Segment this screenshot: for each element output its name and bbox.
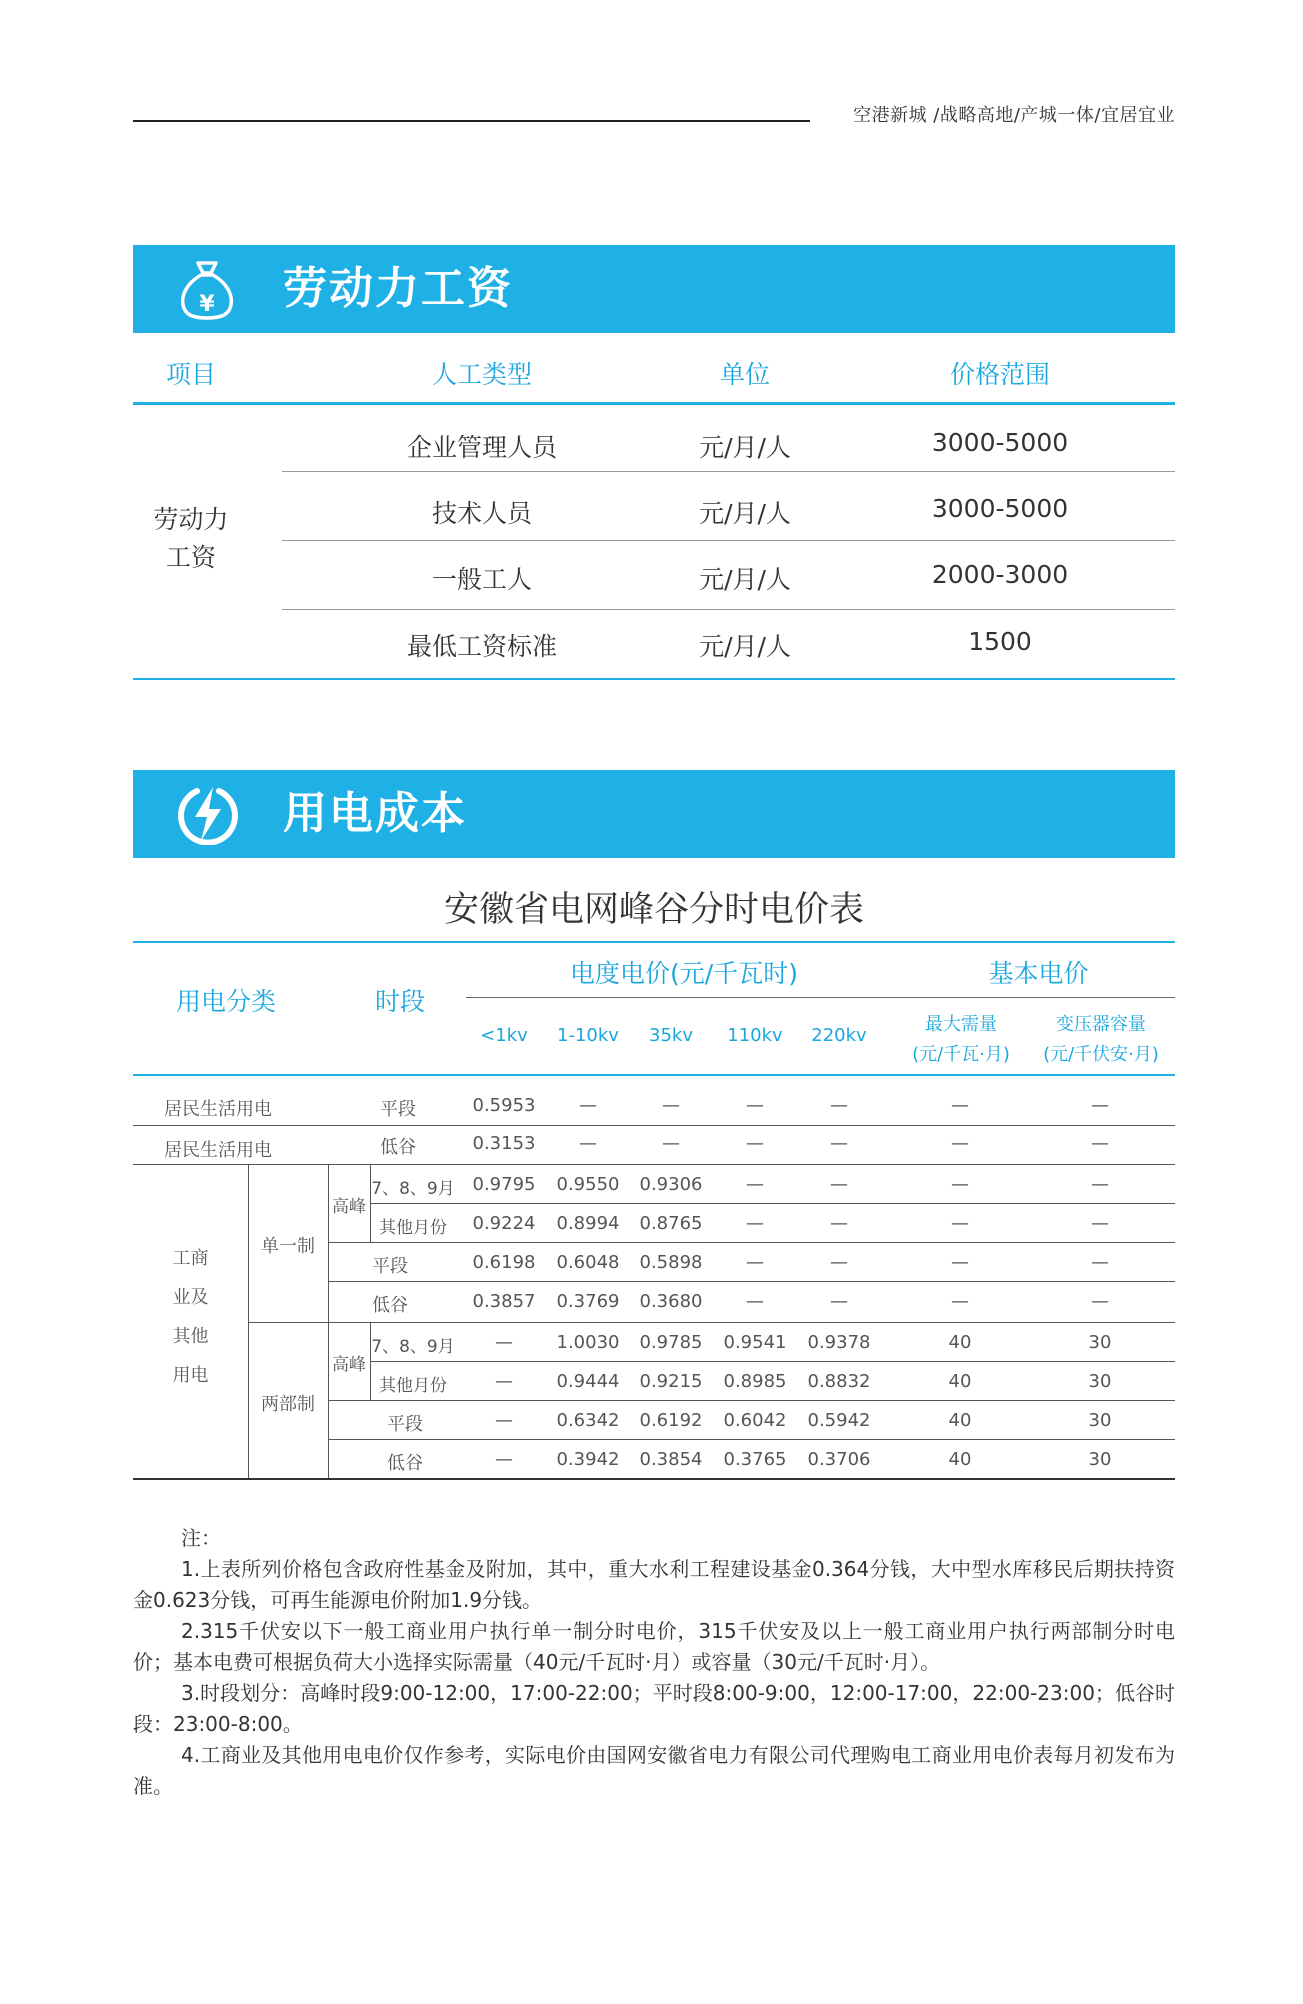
price-cell: — xyxy=(951,1095,969,1116)
price-cell: 0.5942 xyxy=(807,1410,871,1431)
period-valley: 低谷 xyxy=(380,1137,416,1158)
labor-unit: 元/月/人 xyxy=(699,565,791,594)
row-divider xyxy=(328,1400,1175,1401)
price-cell: — xyxy=(746,1174,764,1195)
price-cell: 0.9224 xyxy=(472,1213,536,1234)
price-cell: — xyxy=(830,1095,848,1116)
col-header-range: 价格范围 xyxy=(949,360,1050,389)
header-basic-price: 基本电价 xyxy=(988,959,1089,988)
power-banner xyxy=(133,770,1175,858)
period-flat: 平段 xyxy=(387,1414,423,1435)
period-flat: 平段 xyxy=(372,1256,408,1277)
header-voltage: 1-10kv xyxy=(557,1025,619,1046)
price-cell: — xyxy=(830,1291,848,1312)
svg-text:¥: ¥ xyxy=(199,292,215,317)
price-cell: 0.3153 xyxy=(472,1133,536,1154)
price-cell: — xyxy=(746,1252,764,1273)
labor-unit: 元/月/人 xyxy=(699,433,791,462)
labor-type: 技术人员 xyxy=(431,499,532,528)
residential-label: 居民生活用电 xyxy=(164,1140,272,1161)
price-cell: — xyxy=(1091,1174,1109,1195)
header-bottom-rule xyxy=(133,1074,1175,1076)
industrial-label: 工商 xyxy=(172,1248,209,1269)
price-cell: 0.6198 xyxy=(472,1252,536,1273)
price-cell: — xyxy=(495,1371,513,1392)
price-cell: 0.9306 xyxy=(639,1174,703,1195)
price-cell: 0.5898 xyxy=(639,1252,703,1273)
price-cell: 0.5953 xyxy=(472,1095,536,1116)
labor-item-label-2: 工资 xyxy=(165,543,216,572)
price-cell: — xyxy=(495,1449,513,1470)
header-voltage: 220kv xyxy=(811,1025,867,1046)
labor-type: 企业管理人员 xyxy=(406,433,557,462)
period-flat: 平段 xyxy=(380,1099,416,1120)
price-cell: 0.9795 xyxy=(472,1174,536,1195)
period-peak: 高峰 xyxy=(332,1355,366,1375)
price-cell: 40 xyxy=(948,1410,972,1431)
price-cell: 0.8985 xyxy=(723,1371,787,1392)
header-slogan: 空港新城 /战略高地/产城一体/宜居宜业 xyxy=(853,105,1175,126)
period-jul-sep: 7、8、9月 xyxy=(371,1337,455,1357)
price-cell: — xyxy=(1091,1095,1109,1116)
price-cell: 30 xyxy=(1088,1371,1112,1392)
price-cell: — xyxy=(951,1133,969,1154)
row-divider xyxy=(370,1203,1175,1204)
labor-title: 劳动力工资 xyxy=(283,263,513,314)
price-cell: — xyxy=(1091,1133,1109,1154)
price-cell: — xyxy=(1091,1213,1109,1234)
col-header-type: 人工类型 xyxy=(431,360,532,389)
single-tariff-label: 单一制 xyxy=(261,1236,315,1257)
price-cell: 0.8832 xyxy=(807,1371,871,1392)
price-cell: — xyxy=(495,1332,513,1353)
price-cell: — xyxy=(746,1133,764,1154)
labor-header-rule xyxy=(133,402,1175,405)
price-cell: 0.9378 xyxy=(807,1332,871,1353)
residential-label: 居民生活用电 xyxy=(164,1099,272,1120)
power-table-title: 安徽省电网峰谷分时电价表 xyxy=(443,890,864,930)
period-valley: 低谷 xyxy=(387,1453,423,1474)
price-cell: 0.9444 xyxy=(556,1371,620,1392)
note-item: 2.315千伏安以下一般工商业用户执行单一制分时电价，315千伏安及以上一般工商业用户执行两部制分时电价；基本电费可根据负荷大小选择实际需量（40元/千瓦时·月）或容量（30元/千瓦时·月）。 xyxy=(133,1619,1175,1674)
price-cell: 0.6192 xyxy=(639,1410,703,1431)
row-divider xyxy=(248,1322,1175,1323)
price-cell: 0.3765 xyxy=(723,1449,787,1470)
note-item: 1.上表所列价格包含政府性基金及附加，其中，重大水利工程建设基金0.364分钱，大中型水库移民后期扶持资金0.623分钱，可再生能源电价附加1.9分钱。 xyxy=(133,1557,1175,1612)
header-energy-price: 电度电价(元/千瓦时) xyxy=(570,959,798,988)
price-cell: 30 xyxy=(1088,1410,1112,1431)
header-period: 时段 xyxy=(374,987,425,1016)
header-voltage: 110kv xyxy=(727,1025,783,1046)
price-cell: — xyxy=(830,1133,848,1154)
price-cell: — xyxy=(579,1095,597,1116)
price-cell: — xyxy=(662,1095,680,1116)
price-cell: — xyxy=(579,1133,597,1154)
price-cell: 40 xyxy=(948,1332,972,1353)
row-divider xyxy=(133,1164,1175,1165)
price-cell: — xyxy=(830,1174,848,1195)
labor-range: 3000-5000 xyxy=(931,494,1069,523)
note-item: 3.时段划分：高峰时段9:00-12:00，17:00-22:00；平时段8:00-9:00，12:00-17:00，22:00-23:00；低谷时段：23:00-8:00。 xyxy=(133,1681,1175,1736)
price-cell: 1.0030 xyxy=(556,1332,620,1353)
header-voltage: <1kv xyxy=(480,1025,528,1046)
money-bag-icon xyxy=(177,259,237,321)
price-cell: — xyxy=(830,1252,848,1273)
price-cell: — xyxy=(495,1410,513,1431)
industrial-label: 用电 xyxy=(172,1365,209,1386)
price-cell: — xyxy=(746,1291,764,1312)
price-cell: 0.9785 xyxy=(639,1332,703,1353)
price-cell: — xyxy=(951,1213,969,1234)
header-max-demand: 最大需量 xyxy=(925,1014,997,1035)
price-cell: 30 xyxy=(1088,1332,1112,1353)
header-max-demand-unit: (元/千瓦·月) xyxy=(912,1044,1010,1065)
price-cell: — xyxy=(951,1174,969,1195)
notes xyxy=(133,1523,1175,1802)
price-cell: 0.6042 xyxy=(723,1410,787,1431)
row-divider xyxy=(328,1281,1175,1282)
row-divider xyxy=(282,471,1175,472)
period-jul-sep: 7、8、9月 xyxy=(371,1179,455,1199)
header-divider xyxy=(466,997,1175,998)
labor-item-label: 劳动力 xyxy=(153,505,229,534)
price-cell: 40 xyxy=(948,1371,972,1392)
labor-banner xyxy=(133,245,1175,333)
notes-heading: 注： xyxy=(181,1526,221,1550)
price-cell: 0.3706 xyxy=(807,1449,871,1470)
labor-type: 一般工人 xyxy=(431,565,532,594)
row-divider xyxy=(282,540,1175,541)
period-peak: 高峰 xyxy=(332,1197,366,1217)
price-cell: 40 xyxy=(948,1449,972,1470)
power-title: 用电成本 xyxy=(283,788,467,839)
price-cell: — xyxy=(746,1095,764,1116)
price-cell: 0.6048 xyxy=(556,1252,620,1273)
row-divider xyxy=(328,1242,1175,1243)
price-cell: 0.3854 xyxy=(639,1449,703,1470)
period-other-months: 其他月份 xyxy=(379,1376,447,1396)
row-divider xyxy=(133,1125,1175,1126)
col-divider xyxy=(248,1164,249,1478)
price-cell: 0.3857 xyxy=(472,1291,536,1312)
row-divider xyxy=(370,1361,1175,1362)
industrial-label: 业及 xyxy=(172,1287,209,1308)
col-header-item: 项目 xyxy=(165,360,216,389)
lightning-icon xyxy=(177,783,239,845)
price-cell: 0.9550 xyxy=(556,1174,620,1195)
table-bottom-rule xyxy=(133,1478,1175,1480)
header-transformer-unit: (元/千伏安·月) xyxy=(1043,1044,1159,1065)
price-cell: 0.3769 xyxy=(556,1291,620,1312)
labor-unit: 元/月/人 xyxy=(699,499,791,528)
price-cell: 0.9215 xyxy=(639,1371,703,1392)
labor-range: 2000-3000 xyxy=(931,560,1069,589)
header-voltage: 35kv xyxy=(649,1025,693,1046)
price-cell: 0.6342 xyxy=(556,1410,620,1431)
price-cell: — xyxy=(951,1252,969,1273)
col-header-unit: 单位 xyxy=(719,360,770,389)
row-divider xyxy=(328,1439,1175,1440)
labor-bottom-rule xyxy=(133,678,1175,680)
price-cell: — xyxy=(746,1213,764,1234)
power-top-rule xyxy=(133,941,1175,943)
header-transformer: 变压器容量 xyxy=(1056,1014,1146,1035)
header-category: 用电分类 xyxy=(175,987,276,1016)
price-cell: 0.8994 xyxy=(556,1213,620,1234)
price-cell: 30 xyxy=(1088,1449,1112,1470)
price-cell: 0.9541 xyxy=(723,1332,787,1353)
note-item: 4.工商业及其他用电电价仅作参考，实际电价由国网安徽省电力有限公司代理购电工商业用电价表每月初发布为准。 xyxy=(133,1743,1175,1798)
labor-type: 最低工资标准 xyxy=(406,632,557,661)
period-other-months: 其他月份 xyxy=(379,1218,447,1238)
price-cell: — xyxy=(951,1291,969,1312)
labor-range: 3000-5000 xyxy=(931,428,1069,457)
labor-unit: 元/月/人 xyxy=(699,632,791,661)
period-valley: 低谷 xyxy=(372,1295,408,1316)
industrial-label: 其他 xyxy=(172,1326,209,1347)
labor-range: 1500 xyxy=(968,627,1032,656)
price-cell: — xyxy=(1091,1291,1109,1312)
price-cell: — xyxy=(830,1213,848,1234)
price-cell: 0.3680 xyxy=(639,1291,703,1312)
price-cell: 0.8765 xyxy=(639,1213,703,1234)
price-cell: — xyxy=(662,1133,680,1154)
price-cell: — xyxy=(1091,1252,1109,1273)
two-part-tariff-label: 两部制 xyxy=(261,1394,315,1415)
row-divider xyxy=(282,609,1175,610)
price-cell: 0.3942 xyxy=(556,1449,620,1470)
header-rule xyxy=(133,120,810,122)
